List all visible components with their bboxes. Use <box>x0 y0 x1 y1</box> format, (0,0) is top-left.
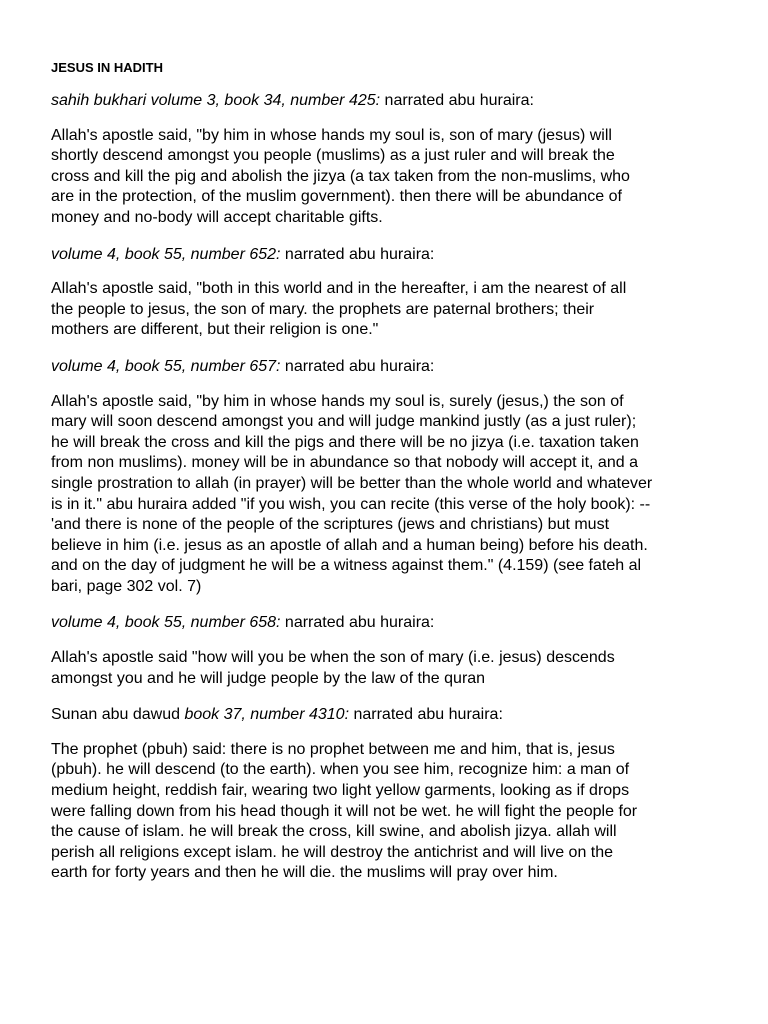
hadith-text: Allah's apostle said "how will you be when the son of mary (i.e. jesus) descends amongst you and he will judge people by the law of the quran <box>51 649 615 687</box>
hadith-section-1 <box>51 91 721 229</box>
reference-citation: volume 4, book 55, number 657: <box>51 357 281 375</box>
reference-citation: book 37, number 4310: <box>184 706 350 724</box>
hadith-reference <box>51 705 721 726</box>
reference-citation: sahih bukhari volume 3, book 34, number 425: <box>51 92 381 109</box>
document-title: JESUS IN HADITH <box>51 60 163 75</box>
document-page <box>51 58 721 900</box>
narrator: narrated abu huraira: <box>280 614 435 632</box>
reference-citation: volume 4, book 55, number 658: <box>51 614 281 632</box>
narrator: narrated abu huraira: <box>349 706 503 724</box>
hadith-text: The prophet (pbuh) said: there is no prophet between me and him, that is, jesus (pbuh). he will descend (to the earth). when you see him, recognize him: a man of medium height, reddish fair, wearing two light yellow garments, looking as if drops were falling down from his head though it will not be wet. he will fight the people for the cause of islam. he will break the cross, kill swine, and abolish jizya. allah will perish all religions except islam. he will destroy the antichrist and will live on the earth for forty years and then he will die. the muslims will pray over him. <box>51 740 638 882</box>
hadith-text: Allah's apostle said, "both in this world and in the hereafter, i am the nearest of all the people to jesus, the son of mary. the prophets are paternal brothers; their mothers are different, but their religion is one." <box>51 280 627 339</box>
hadith-reference <box>51 245 721 266</box>
reference-citation: volume 4, book 55, number 652: <box>51 245 281 263</box>
hadith-reference <box>51 91 721 112</box>
source-name: Sunan abu dawud <box>51 706 185 724</box>
hadith-reference <box>51 613 721 634</box>
hadith-section-2 <box>51 245 721 341</box>
hadith-text: Allah's apostle said, "by him in whose hands my soul is, son of mary (jesus) will shortly descend amongst you people (muslims) as a just ruler and will break the cross and kill the pig and abolish the jizya (a tax taken from the non-muslims, who are in the protection, of the muslim government). then there will be abundance of money and no-body will accept charitable gifts. <box>51 126 630 226</box>
hadith-text: Allah's apostle said, "by him in whose hands my soul is, surely (jesus,) the son of mary will soon descend amongst you and will judge mankind justly (as a just ruler); he will break the cross and kill the pigs and there will be no jizya (i.e. taxation taken from non muslims). money will be in abundance so that nobody will accept it, and a single prostration to allah (in prayer) will be better than the whole world and whatever is in it." abu huraira added "if you wish, you can recite (this verse of the holy book): -- 'and there is none of the people of the scriptures (jews and christians) but must believe in him (i.e. jesus as an apostle of allah and a human being) before his death. and on the day of judgment he will be a witness against them." (4.159) (see fateh al bari, page 302 vol. 7) <box>51 392 653 595</box>
narrator: narrated abu huraira: <box>280 245 435 263</box>
narrator: narrated abu huraira: <box>380 92 534 109</box>
narrator: narrated abu huraira: <box>280 357 435 375</box>
hadith-section-3 <box>51 357 721 598</box>
hadith-reference <box>51 357 721 378</box>
hadith-section-5 <box>51 705 721 884</box>
hadith-section-4 <box>51 613 721 689</box>
